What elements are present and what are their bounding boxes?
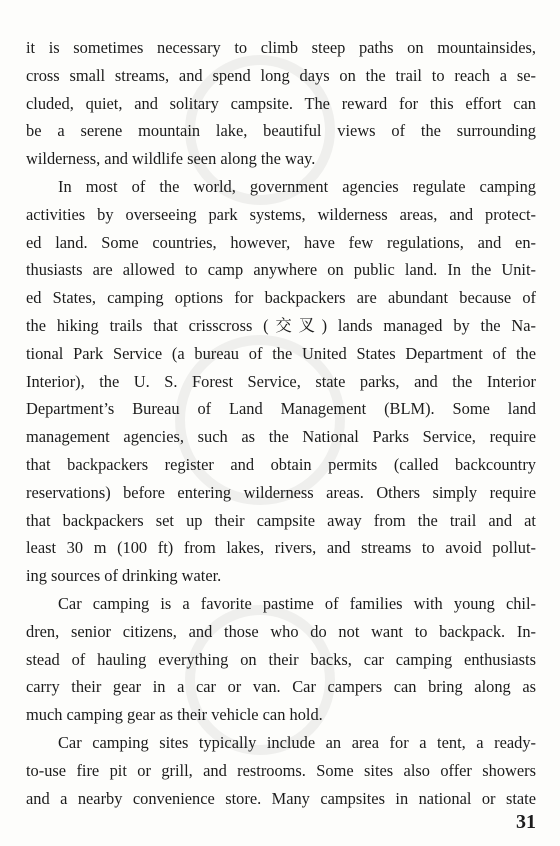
text-line: dren, senior citizens, and those who do not want to backpack. In-: [26, 621, 536, 641]
text-line: Car camping sites typically include an area for a tent, a ready-: [58, 732, 536, 752]
text-line: tional Park Service (a bureau of the United States Department of the: [26, 343, 536, 363]
text-line: ed land. Some countries, however, have few regulations, and en-: [26, 232, 536, 252]
text-line: cross small streams, and spend long days on the trail to reach a se-: [26, 65, 536, 85]
text-line: reservations) before entering wilderness areas. Others simply require: [26, 482, 536, 502]
text-line: management agencies, such as the National Parks Service, require: [26, 427, 536, 447]
text-line: that backpackers register and obtain permits (called backcountry: [26, 454, 536, 474]
page-number: 31: [516, 811, 536, 833]
text-line: that backpackers set up their campsite away from the trail and at: [26, 510, 536, 530]
body-text: [26, 34, 536, 812]
text-line: ing sources of drinking water.: [26, 566, 222, 586]
text-line: ed States, camping options for backpackers are abundant because of: [26, 288, 536, 308]
paragraph-3: [26, 590, 536, 729]
text-line: stead of hauling everything on their backs, car camping enthusiasts: [26, 649, 536, 669]
text-line: to-use fire pit or grill, and restrooms. Some sites also offer showers: [26, 760, 536, 780]
text-line: In most of the world, government agencies regulate camping: [58, 176, 536, 196]
text-line: cluded, quiet, and solitary campsite. The reward for this effort can: [26, 93, 536, 113]
paragraph-2: [26, 173, 536, 590]
text-line: Interior), the U. S. Forest Service, state parks, and the Interior: [26, 371, 536, 391]
text-line: and a nearby convenience store. Many campsites in national or state: [26, 788, 536, 808]
text-line: thusiasts are allowed to camp anywhere on public land. In the Unit-: [26, 260, 536, 280]
text-line: it is sometimes necessary to climb steep paths on mountainsides,: [26, 38, 536, 57]
text-line: be a serene mountain lake, beautiful views of the surrounding: [26, 121, 536, 141]
text-line: Car camping is a favorite pastime of families with young chil-: [58, 593, 536, 613]
text-line: wilderness, and wildlife seen along the way.: [26, 149, 316, 169]
text-line: much camping gear as their vehicle can hold.: [26, 705, 323, 725]
paragraph-4: [26, 729, 536, 812]
text-line: the hiking trails that crisscross (交叉) lands managed by the Na-: [26, 315, 536, 335]
paragraph-1: [26, 34, 536, 173]
text-line: carry their gear in a car or van. Car campers can bring along as: [26, 677, 536, 697]
text-line: activities by overseeing park systems, wilderness areas, and protect-: [26, 204, 536, 224]
text-line: Department’s Bureau of Land Management (BLM). Some land: [26, 399, 536, 419]
text-line: least 30 m (100 ft) from lakes, rivers, and streams to avoid pollut-: [26, 538, 536, 558]
